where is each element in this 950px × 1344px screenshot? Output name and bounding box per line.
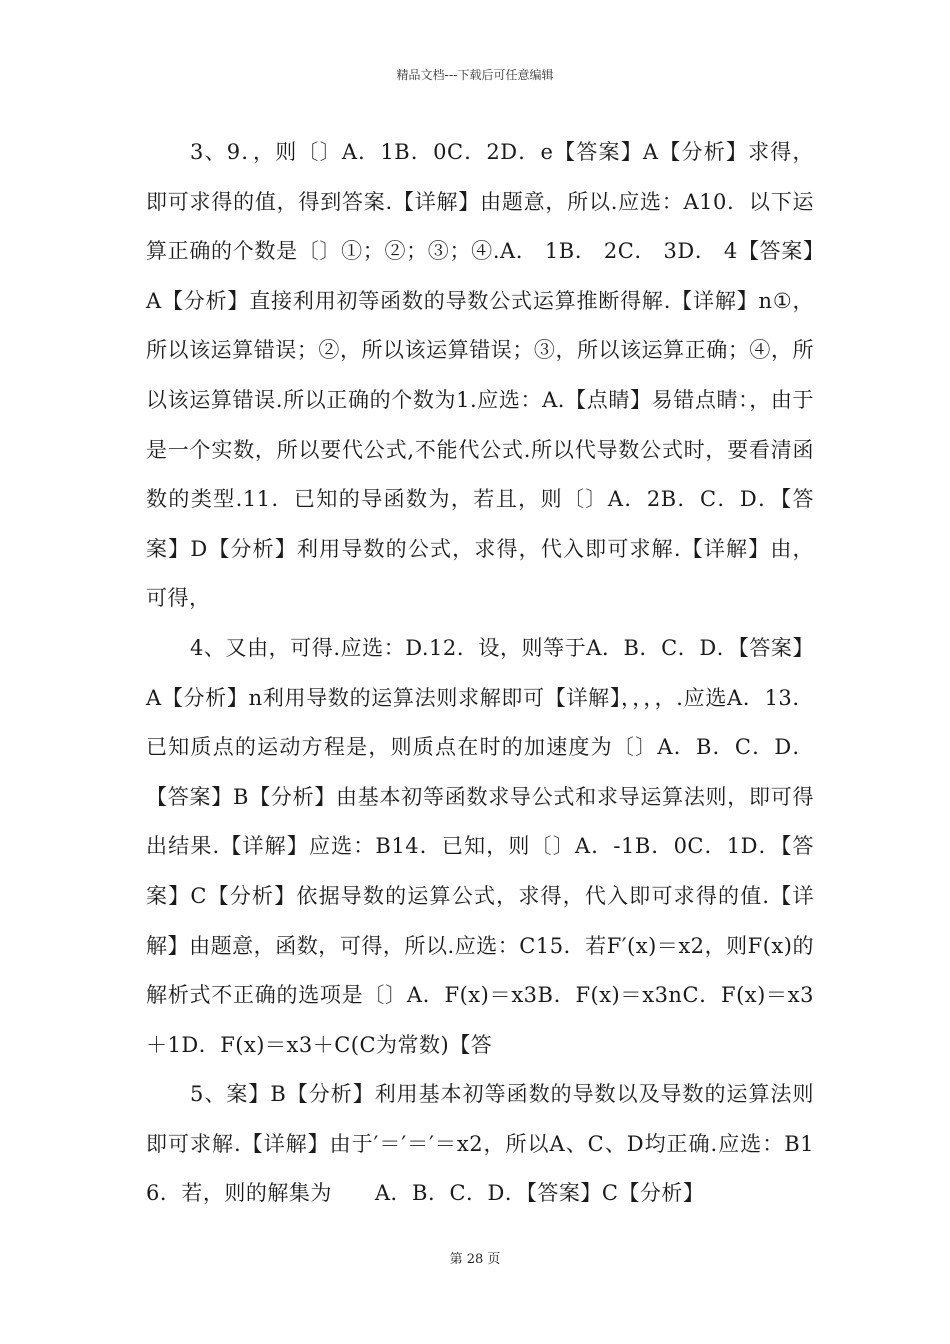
page-header: 精品文档---下载后可任意编辑 [396,68,554,82]
document-body [146,128,814,1219]
paragraph-4: 4、又由，可得.应选：D.12．设，则等于A．B．C．D．【答案】A【分析】n利用导数的运算法则求解即可【详解】，，，，.应选A．13．已知质点的运动方程是，则质点在时的加速度为〔〕A．B．C．D．【答案】B【分析】由基本初等函数求导公式和求导运算法则，即可得出结果.【详解】应选：B14．已知，则〔〕A．-1B．0C．1D．【答案】C【分析】依据导数的运算公式，求得，代入即可求得的值.【详解】由题意，函数，可得，所以.应选：C15．若F′(x)＝x2，则F(x)的解析式不正确的选项是〔〕A．F(x)＝x3B．F(x)＝x3nC．F(x)＝x3＋1D．F(x)＝x3＋C(C为常数)【答 [146,635,814,1057]
paragraph-3: 3、9．，则〔〕A．1B．0C．2D．e【答案】A【分析】求得，即可求得的值，得到答案.【详解】由题意，所以.应选：A10．以下运算正确的个数是〔〕①；②；③；④.A． 1B． 2C． 3D． 4【答案】A【分析】直接利用初等函数的导数公式运算推断得解.【详解】n①，所以该运算错误；②，所以该运算错误；③，所以该运算正确；④，所以该运算错误.所以正确的个数为1.应选：A.【点睛】易错点睛：，由于是一个实数，所以要代公式,不能代公式.所以代导数公式时，要看清函数的类型.11．已知的导函数为，若且，则〔〕A．2B．C．D．【答案】D【分析】利用导数的公式，求得，代入即可求解.【详解】由，可得， [146,140,814,611]
page-number: 第 28 页 [449,1252,501,1267]
paragraph-5: 5、案】B【分析】利用基本初等函数的导数以及导数的运算法则即可求解.【详解】由于′＝′＝′＝x2，所以A、C、D均正确.应选：B16．若，则的解集为 A．B．C．D．【答案】C【分析】 [146,1082,814,1206]
